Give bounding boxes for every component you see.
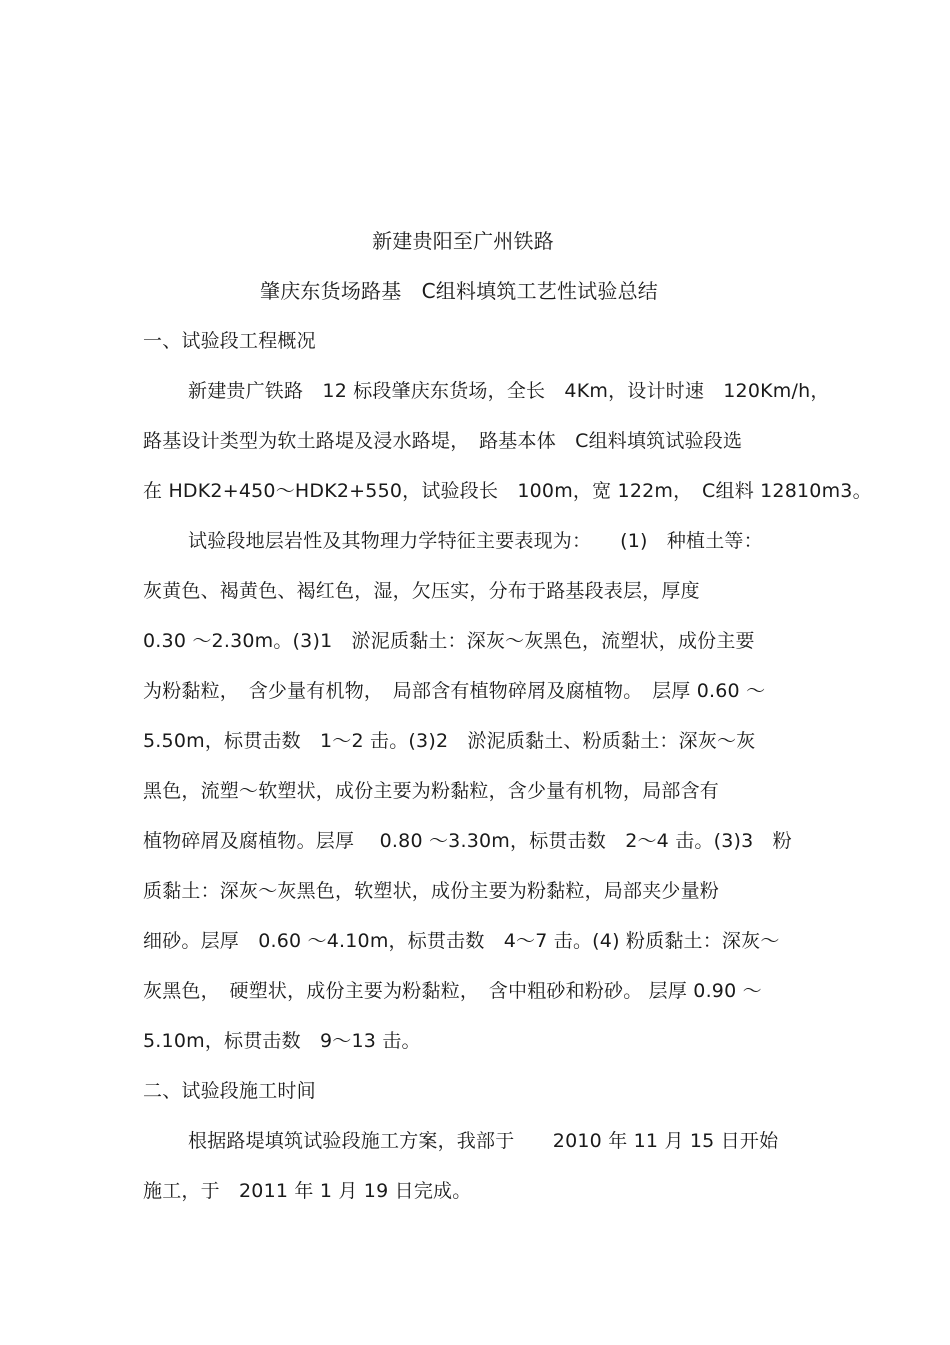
paragraph-line: 植物碎屑及腐植物。层厚 0.80 ～3.30m，标贯击数 2～4 击。(3)3 粉 — [143, 830, 792, 852]
paragraph-line: 路基设计类型为软土路堤及浸水路堤， 路基本体 C组料填筑试验段选 — [143, 430, 743, 452]
paragraph-line: 灰黄色、褐黄色、褐红色，湿，欠压实，分布于路基段表层，厚度 — [143, 580, 700, 602]
paragraph-line: 为粉黏粒， 含少量有机物， 局部含有植物碎屑及腐植物。 层厚 0.60 ～ — [143, 680, 766, 702]
paragraph-line: 5.50m，标贯击数 1～2 击。(3)2 淤泥质黏土、粉质黏土：深灰～灰 — [143, 730, 756, 752]
paragraph-line: 黑色，流塑～软塑状，成份主要为粉黏粒，含少量有机物，局部含有 — [143, 780, 720, 802]
paragraph-line: 质黏土：深灰～灰黑色，软塑状，成份主要为粉黏粒，局部夹少量粉 — [143, 880, 720, 902]
paragraph-line: 新建贵广铁路 12 标段肇庆东货场，全长 4Km，设计时速 120Km/h， — [188, 380, 830, 402]
paragraph-line: 根据路堤填筑试验段施工方案，我部于 2010 年 11 月 15 日开始 — [188, 1130, 779, 1152]
section-heading-overview: 一、试验段工程概况 — [143, 330, 316, 352]
paragraph-line: 5.10m，标贯击数 9～13 击。 — [143, 1030, 421, 1052]
paragraph-line: 0.30 ～2.30m。(3)1 淤泥质黏土：深灰～灰黑色，流塑状，成份主要 — [143, 630, 755, 652]
paragraph-line: 在 HDK2+450～HDK2+550，试验段长 100m，宽 122m， C组料 12810m3。 — [143, 480, 872, 502]
section-heading-schedule: 二、试验段施工时间 — [143, 1080, 316, 1102]
paragraph-line: 试验段地层岩性及其物理力学特征主要表现为： (1) 种植土等： — [188, 530, 763, 552]
document-subtitle: 肇庆东货场路基 C组料填筑工艺性试验总结 — [260, 279, 658, 303]
paragraph-line: 施工，于 2011 年 1 月 19 日完成。 — [143, 1180, 472, 1202]
paragraph-line: 细砂。层厚 0.60 ～4.10m，标贯击数 4～7 击。(4) 粉质黏土：深灰～ — [143, 930, 780, 952]
paragraph-line: 灰黑色， 硬塑状，成份主要为粉黏粒， 含中粗砂和粉砂。 层厚 0.90 ～ — [143, 980, 762, 1002]
document-title: 新建贵阳至广州铁路 — [372, 229, 554, 253]
